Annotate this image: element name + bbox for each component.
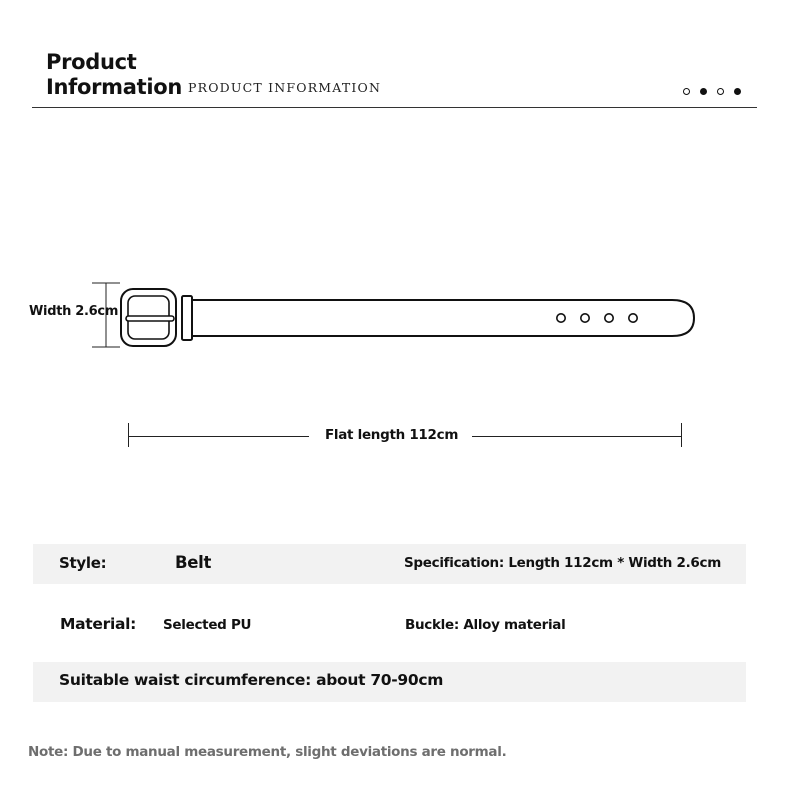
- dot-icon: [683, 88, 690, 95]
- material-label: Material:: [60, 615, 137, 633]
- belt-hole: [557, 314, 565, 322]
- dot-icon: [717, 88, 724, 95]
- belt-keeper: [182, 296, 192, 340]
- width-label: Width 2.6cm: [29, 304, 119, 319]
- belt-hole: [629, 314, 637, 322]
- spec-row-waist: [33, 662, 746, 702]
- length-line-right: [472, 436, 682, 437]
- length-tick-left: [128, 423, 129, 447]
- dot-filled-icon: [734, 88, 741, 95]
- buckle-icon: [121, 289, 176, 346]
- length-label: Flat length 112cm: [325, 427, 459, 443]
- buckle-text: Buckle: Alloy material: [405, 617, 566, 633]
- header-divider: [32, 107, 757, 108]
- page-subtitle: PRODUCT INFORMATION: [188, 80, 382, 95]
- length-line-left: [129, 436, 309, 437]
- specification-text: Specification: Length 112cm * Width 2.6cm: [404, 555, 721, 571]
- belt-hole: [581, 314, 589, 322]
- dot-filled-icon: [700, 88, 707, 95]
- style-value: Belt: [175, 553, 212, 572]
- length-tick-right: [681, 423, 682, 447]
- spec-row-material: [33, 604, 746, 644]
- style-label: Style:: [59, 554, 107, 572]
- material-value: Selected PU: [163, 617, 252, 633]
- title-line-1: Product: [46, 50, 137, 74]
- title-line-2: Information: [46, 75, 183, 99]
- decorative-dots: [683, 88, 741, 95]
- belt-diagram: [0, 270, 790, 360]
- belt-strap: [192, 300, 694, 336]
- belt-hole: [605, 314, 613, 322]
- spec-row-style: [33, 544, 746, 584]
- waist-text: Suitable waist circumference: about 70-90cm: [59, 671, 444, 689]
- page-title: [46, 50, 182, 100]
- measurement-note: Note: Due to manual measurement, slight deviations are normal.: [28, 744, 507, 760]
